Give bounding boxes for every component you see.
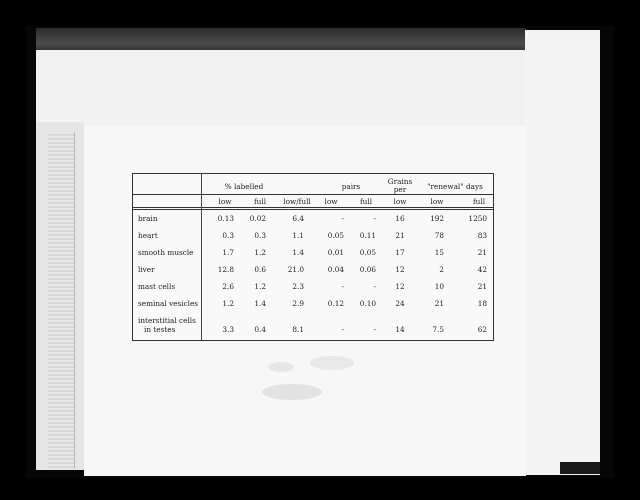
- table-cell: 14: [395, 325, 405, 334]
- table-cell: 0.05: [359, 248, 376, 257]
- table-cell: 62: [477, 325, 487, 334]
- table-cell: 2.3: [292, 282, 304, 291]
- table-cell: 21.0: [287, 265, 304, 274]
- row-label: liver: [138, 265, 155, 274]
- table-cell: 0.3: [254, 231, 266, 240]
- paper-smudge: [262, 384, 322, 400]
- paper-sheet-right: [525, 30, 600, 475]
- subheader-grains-low: low: [393, 197, 407, 206]
- subheader-low-full: low/full: [283, 197, 311, 206]
- table-cell: 0.10: [359, 299, 376, 308]
- header-rule: [133, 209, 493, 210]
- header-labelled: % labelled: [224, 182, 264, 191]
- row-label: mast cells: [138, 282, 176, 291]
- label-column-divider: [201, 174, 202, 340]
- table-cell: 12: [395, 265, 405, 274]
- paper-smudge: [268, 362, 294, 372]
- table-cell: 7.5: [432, 325, 444, 334]
- table-cell: 1.1: [292, 231, 304, 240]
- table-cell: 18: [477, 299, 487, 308]
- table-cell: 0.12: [327, 299, 344, 308]
- table-cell: 17: [395, 248, 405, 257]
- table-cell: -: [373, 325, 376, 334]
- table-cell: 2.6: [222, 282, 234, 291]
- table-cell: 6.4: [292, 214, 304, 223]
- paper-sheet-top: [36, 50, 600, 130]
- table-cell: 2: [439, 265, 444, 274]
- corner-mark: [560, 462, 600, 474]
- table-cell: 1250: [468, 214, 487, 223]
- header-pairs: pairs: [341, 182, 361, 191]
- data-table: [132, 173, 494, 341]
- table-cell: 0.05: [327, 231, 344, 240]
- table-cell: 0.13: [217, 214, 234, 223]
- table-cell: 0.02: [249, 214, 266, 223]
- table-cell: 8.1: [292, 325, 304, 334]
- table-cell: -: [341, 214, 344, 223]
- table-cell: 12: [395, 282, 405, 291]
- row-label: seminal vesicles: [138, 299, 199, 308]
- table-cell: 12.8: [217, 265, 234, 274]
- tape-strip: [48, 132, 75, 468]
- table-cell: 24: [395, 299, 405, 308]
- table-cell: 1.4: [254, 299, 266, 308]
- table-cell: 1.2: [254, 248, 266, 257]
- table-cell: 2.9: [292, 299, 304, 308]
- table-cell: 78: [434, 231, 444, 240]
- table-cell: -: [373, 214, 376, 223]
- table-cell: 0.04: [327, 265, 344, 274]
- subheader-pairs-full: full: [359, 197, 373, 206]
- table-cell: -: [341, 282, 344, 291]
- table-cell: 0.06: [359, 265, 376, 274]
- table-cell: -: [373, 282, 376, 291]
- table-cell: 0.4: [254, 325, 266, 334]
- table-cell: 1.2: [254, 282, 266, 291]
- table-cell: 21: [395, 231, 405, 240]
- row-label: smooth muscle: [138, 248, 194, 257]
- table-cell: 0.3: [222, 231, 234, 240]
- header-rule: [133, 194, 493, 195]
- paper-smudge: [310, 356, 354, 370]
- header-grains-line2: per: [393, 185, 407, 194]
- table-cell: 21: [477, 248, 487, 257]
- table-cell: 10: [434, 282, 444, 291]
- table-cell: 21: [434, 299, 444, 308]
- table-cell: 1.7: [222, 248, 234, 257]
- subheader-renewal-full: full: [472, 197, 486, 206]
- table-cell: -: [341, 325, 344, 334]
- subheader-labelled-low: low: [218, 197, 232, 206]
- table-cell: 15: [434, 248, 444, 257]
- table-cell: 1.2: [222, 299, 234, 308]
- header-renewal: "renewal" days: [427, 182, 483, 191]
- table-cell: 42: [477, 265, 487, 274]
- table-cell: 21: [477, 282, 487, 291]
- table-cell: 0.6: [254, 265, 266, 274]
- subheader-pairs-low: low: [324, 197, 338, 206]
- row-label: in testes: [144, 325, 176, 334]
- table-cell: 0.11: [359, 231, 376, 240]
- table-cell: 3.3: [222, 325, 234, 334]
- table-cell: 16: [395, 214, 405, 223]
- row-label: heart: [138, 231, 158, 240]
- header-grains-line1: Grains: [387, 177, 413, 186]
- table-cell: 0.01: [327, 248, 344, 257]
- table-cell: 83: [477, 231, 487, 240]
- subheader-labelled-full: full: [253, 197, 267, 206]
- row-label: brain: [138, 214, 158, 223]
- row-label: interstitial cells: [138, 316, 196, 325]
- table-cell: 1.4: [292, 248, 304, 257]
- table-cell: 192: [430, 214, 444, 223]
- subheader-renewal-low: low: [430, 197, 444, 206]
